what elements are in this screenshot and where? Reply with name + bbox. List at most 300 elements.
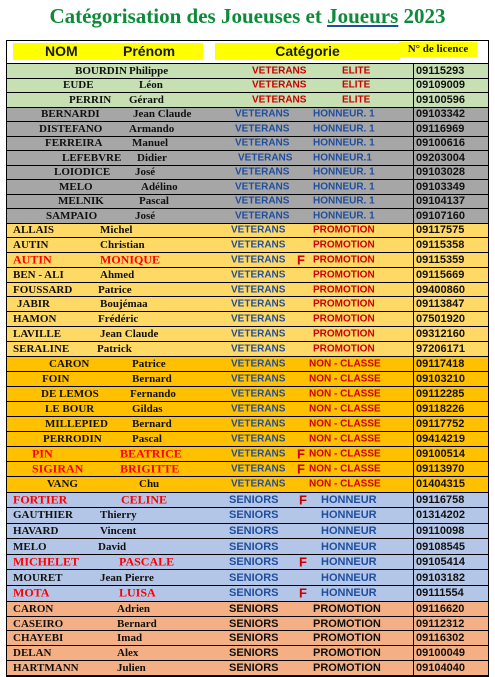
table-row [7, 312, 488, 327]
row-prenom: Jean Pierre [100, 571, 154, 584]
licence-column-divider [413, 602, 414, 616]
row-nom: MICHELET [13, 554, 80, 569]
row-prenom: Jean Claude [100, 327, 159, 340]
row-category-level: VETERANS [231, 239, 286, 251]
header-prenom: Prénom [123, 43, 176, 59]
table-row [7, 617, 488, 632]
row-category-division: PROMOTION [313, 239, 375, 251]
table-row [7, 387, 488, 402]
row-category-division: HONNEUR [321, 556, 377, 569]
row-prenom: Patrice [132, 357, 166, 370]
row-licence: 09100596 [416, 93, 465, 106]
row-category-level: SENIORS [229, 540, 279, 553]
table-row [7, 268, 488, 283]
row-licence: 09115293 [416, 64, 465, 77]
row-nom: AUTIN [13, 252, 52, 267]
row-category-division: HONNEUR. 1 [313, 108, 375, 120]
row-prenom: José [135, 166, 156, 179]
table-row [7, 570, 488, 586]
row-licence: 09116302 [416, 632, 465, 645]
licence-column-divider [413, 417, 414, 431]
table-row [7, 602, 488, 617]
row-nom: BERNARDI [41, 108, 100, 121]
licence-column-divider [413, 108, 414, 122]
categorisation-table [6, 40, 489, 677]
licence-column-divider [413, 166, 414, 180]
table-row [7, 327, 488, 342]
licence-column-divider [413, 137, 414, 151]
row-prenom: Léon [139, 79, 163, 92]
licence-column-divider [413, 93, 414, 107]
row-category-level: SENIORS [229, 647, 279, 660]
row-prenom: Gildas [132, 403, 163, 415]
row-category-division: HONNEUR [321, 493, 377, 506]
row-category-division: HONNEUR. 1 [313, 166, 375, 178]
row-nom: MILLEPIED [45, 418, 108, 431]
row-female-marker: F [299, 554, 307, 570]
row-female-marker: F [299, 585, 307, 601]
row-licence: 09400860 [416, 283, 465, 296]
row-prenom: Vincent [100, 525, 137, 537]
licence-column-divider [413, 283, 414, 297]
row-prenom: Michel [100, 224, 133, 237]
row-nom: PIN [32, 446, 53, 461]
row-licence: 09116758 [416, 493, 465, 506]
row-licence: 09203004 [416, 151, 465, 164]
title-underlined-word: Joueurs [327, 4, 399, 28]
page-title: Catégorisation des Joueuses et Joueurs 2023 [49, 4, 446, 28]
table-row [7, 447, 488, 462]
row-prenom: David [98, 540, 127, 553]
row-nom: SAMPAIO [46, 209, 98, 222]
row-prenom: Imad [117, 632, 143, 645]
row-category-division: PROMOTION [313, 298, 375, 310]
row-nom: PERRODIN [43, 433, 102, 446]
row-category-division: PROMOTION [313, 313, 375, 325]
row-licence: 97206171 [416, 342, 465, 355]
row-licence: 09112285 [416, 387, 465, 400]
licence-column-divider [413, 524, 414, 539]
row-category-level: VETERANS [235, 195, 290, 207]
row-prenom: Didier [137, 151, 167, 164]
row-licence: 09117418 [416, 357, 465, 370]
licence-column-divider [413, 555, 414, 570]
row-category-level: VETERANS [235, 166, 290, 178]
row-category-division: HONNEUR [321, 525, 377, 537]
row-category-division: HONNEUR [321, 571, 377, 584]
row-nom: HAVARD [13, 525, 59, 537]
row-nom: JABIR [17, 298, 51, 311]
row-licence: 09115359 [416, 253, 465, 266]
row-category-level: VETERANS [231, 478, 286, 490]
row-category-level: VETERANS [231, 298, 286, 310]
row-prenom: Julien [117, 662, 146, 675]
licence-column-divider [413, 253, 414, 267]
table-row [7, 539, 488, 555]
row-category-level: VETERANS [231, 403, 286, 415]
licence-column-divider [413, 224, 414, 238]
table-row [7, 297, 488, 312]
row-prenom: BRIGITTE [120, 461, 180, 476]
row-nom: FERREIRA [45, 137, 103, 150]
licence-column-divider [413, 342, 414, 356]
row-prenom: Ahmed [100, 268, 135, 281]
row-nom: LE BOUR [45, 403, 95, 415]
table-row [7, 79, 488, 94]
row-category-division: NON - CLASSE [309, 373, 381, 385]
row-licence: 09312160 [416, 327, 465, 340]
row-prenom: Bernard [117, 617, 157, 630]
table-row [7, 122, 488, 137]
row-prenom: Manuel [132, 137, 169, 150]
table-row [7, 555, 488, 571]
row-prenom: Jean Claude [133, 108, 192, 121]
row-licence: 09111554 [416, 587, 464, 600]
row-licence: 09103182 [416, 571, 465, 584]
row-category-level: VETERANS [231, 224, 286, 236]
row-prenom: Armando [129, 122, 175, 135]
row-nom: HAMON [13, 313, 57, 326]
table-row [7, 661, 488, 676]
row-category-division: HONNEUR. 1 [313, 137, 375, 149]
row-licence: 09109009 [416, 79, 465, 92]
row-nom: CARON [13, 602, 54, 615]
row-category-level: VETERANS [252, 65, 307, 77]
licence-column-divider [413, 64, 414, 78]
licence-column-divider [413, 268, 414, 282]
row-female-marker: F [299, 492, 307, 508]
row-category-division: PROMOTION [313, 662, 381, 675]
row-nom: FOIN [42, 372, 70, 385]
row-category-division: HONNEUR. 1 [313, 123, 375, 135]
row-nom: BOURDIN [75, 64, 127, 77]
row-category-level: VETERANS [231, 433, 286, 445]
table-row [7, 151, 488, 166]
row-prenom: BEATRICE [120, 446, 182, 461]
row-category-division: HONNEUR [321, 587, 377, 600]
row-licence: 09414219 [416, 433, 465, 446]
row-category-level: SENIORS [229, 617, 279, 630]
table-row [7, 180, 488, 195]
row-nom: LEFEBVRE [62, 151, 122, 164]
row-licence: 09104040 [416, 662, 465, 675]
table-row [7, 357, 488, 372]
licence-column-divider [413, 238, 414, 252]
row-category-level: SENIORS [229, 493, 279, 506]
row-prenom: PASCALE [119, 554, 175, 569]
table-row [7, 253, 488, 268]
row-licence: 09116620 [416, 602, 465, 615]
row-nom: FORTIER [13, 492, 68, 507]
row-category-division: PROMOTION [313, 328, 375, 340]
row-category-division: HONNEUR [321, 540, 377, 553]
row-category-level: SENIORS [229, 632, 279, 645]
licence-column-divider [413, 508, 414, 523]
row-licence: 09108545 [416, 540, 465, 553]
row-nom: EUDE [63, 79, 94, 92]
header-licence: N° de licence [399, 42, 477, 57]
row-category-level: SENIORS [229, 602, 279, 615]
row-category-level: VETERANS [235, 181, 290, 193]
licence-column-divider [413, 180, 414, 194]
row-category-division: NON - CLASSE [309, 433, 381, 445]
row-nom: GAUTHIER [13, 509, 73, 522]
row-licence: 09103028 [416, 166, 465, 179]
table-row [7, 493, 488, 509]
row-nom: MELO [13, 540, 47, 553]
row-category-level: VETERANS [231, 254, 286, 266]
row-licence: 01314202 [416, 509, 465, 522]
row-licence: 09112312 [416, 617, 465, 630]
table-row [7, 166, 488, 181]
table-row [7, 586, 488, 602]
row-nom: MELNIK [58, 195, 104, 208]
row-category-level: VETERANS [231, 313, 286, 325]
row-category-division: ELITE [342, 65, 371, 77]
table-row [7, 137, 488, 152]
licence-column-divider [413, 122, 414, 136]
row-nom: LAVILLE [13, 327, 62, 340]
row-prenom: Bernard [132, 372, 172, 385]
table-row [7, 508, 488, 524]
licence-column-divider [413, 539, 414, 554]
row-licence: 09117575 [416, 224, 465, 237]
row-licence: 09110098 [416, 525, 465, 537]
licence-column-divider [413, 617, 414, 631]
table-body [7, 64, 488, 676]
row-category-division: PROMOTION [313, 647, 381, 660]
row-category-level: SENIORS [229, 556, 279, 569]
row-prenom: José [135, 209, 156, 222]
row-category-level: VETERANS [235, 137, 290, 149]
row-licence: 09100616 [416, 137, 465, 150]
licence-column-divider [413, 151, 414, 165]
row-category-level: VETERANS [235, 108, 290, 120]
licence-column-divider [413, 79, 414, 93]
licence-column-divider [413, 327, 414, 341]
header-categorie: Catégorie [215, 43, 400, 60]
row-category-level: VETERANS [231, 343, 286, 355]
licence-column-divider [413, 432, 414, 446]
table-row [7, 462, 488, 477]
row-prenom: Adrien [117, 602, 150, 615]
licence-column-divider [413, 357, 414, 371]
row-licence: 09103342 [416, 108, 465, 121]
table-row [7, 93, 488, 108]
licence-column-divider [413, 586, 414, 601]
row-nom: HARTMANN [13, 662, 79, 675]
row-category-division: PROMOTION [313, 343, 375, 355]
row-category-level: VETERANS [231, 358, 286, 370]
row-prenom: CELINE [121, 492, 168, 507]
row-category-level: VETERANS [231, 269, 286, 281]
row-category-level: VETERANS [238, 152, 293, 164]
table-row [7, 402, 488, 417]
row-prenom: Thierry [100, 509, 137, 522]
table-row [7, 224, 488, 239]
row-nom: CARON [49, 357, 90, 370]
row-prenom: Adélino [141, 180, 178, 193]
row-nom: SERALINE [13, 342, 70, 355]
row-licence: 09113847 [416, 298, 465, 311]
row-nom: BEN - ALI [13, 268, 64, 281]
row-category-level: SENIORS [229, 662, 279, 675]
row-licence: 09116969 [416, 122, 465, 135]
row-category-level: SENIORS [229, 525, 279, 537]
licence-column-divider [413, 447, 414, 461]
table-row [7, 342, 488, 357]
row-category-division: PROMOTION [313, 224, 375, 236]
table-row [7, 108, 488, 123]
table-row [7, 524, 488, 540]
licence-column-divider [413, 493, 414, 508]
row-category-level: SENIORS [229, 587, 279, 600]
row-prenom: LUISA [119, 585, 156, 600]
row-nom: ALLAIS [13, 224, 54, 237]
row-female-marker: F [297, 252, 305, 268]
row-prenom: Boujémaa [100, 298, 148, 311]
row-category-division: HONNEUR [321, 509, 377, 522]
licence-column-divider [413, 631, 414, 645]
row-prenom: Frédéric [98, 313, 139, 326]
row-prenom: Bernard [132, 418, 172, 431]
row-category-division: PROMOTION [313, 602, 381, 615]
row-prenom: MONIQUE [100, 252, 160, 267]
row-category-level: VETERANS [231, 448, 286, 460]
row-category-division: PROMOTION [313, 617, 381, 630]
licence-column-divider [413, 209, 414, 223]
row-licence: 09113970 [416, 463, 465, 476]
row-licence: 09107160 [416, 209, 465, 222]
row-category-level: SENIORS [229, 509, 279, 522]
table-row [7, 432, 488, 447]
row-category-division: ELITE [342, 79, 371, 91]
row-nom: SIGIRAN [32, 461, 84, 476]
table-row [7, 209, 488, 224]
row-category-level: VETERANS [231, 373, 286, 385]
row-prenom: Gérard [129, 93, 164, 106]
row-category-division: NON - CLASSE [309, 478, 381, 490]
row-licence: 09115358 [416, 239, 465, 252]
row-prenom: Pascal [139, 195, 169, 208]
licence-column-divider [413, 387, 414, 401]
licence-column-divider [413, 477, 414, 491]
row-prenom: Philippe [129, 64, 169, 77]
row-category-level: SENIORS [229, 571, 279, 584]
row-licence: 01404315 [416, 478, 465, 491]
row-nom: PERRIN [69, 93, 112, 106]
row-licence: 09117752 [416, 418, 465, 431]
row-nom: CHAYEBI [13, 632, 64, 645]
header-nom: NOM [45, 43, 78, 59]
row-category-level: VETERANS [235, 210, 290, 222]
row-female-marker: F [297, 461, 305, 477]
row-category-division: NON - CLASSE [309, 403, 381, 415]
table-row [7, 646, 488, 661]
row-category-level: VETERANS [235, 123, 290, 135]
table-row [7, 64, 488, 79]
table-header [7, 41, 488, 64]
licence-column-divider [413, 570, 414, 585]
row-category-division: NON - CLASSE [309, 448, 381, 460]
header-nom-prenom-cell [13, 43, 203, 60]
row-prenom: Christian [100, 239, 145, 252]
row-licence: 09115669 [416, 268, 465, 281]
row-prenom: Fernando [130, 387, 176, 400]
table-row [7, 238, 488, 253]
row-category-division: PROMOTION [313, 284, 375, 296]
row-licence: 09118226 [416, 403, 465, 415]
table-row [7, 477, 488, 492]
row-nom: MOTA [13, 585, 50, 600]
licence-column-divider [413, 195, 414, 209]
row-category-level: VETERANS [231, 388, 286, 400]
row-category-level: VETERANS [231, 328, 286, 340]
row-category-division: HONNEUR.1 [313, 152, 372, 164]
row-nom: DE LEMOS [41, 387, 99, 400]
licence-column-divider [413, 297, 414, 311]
table-row [7, 631, 488, 646]
licence-column-divider [413, 462, 414, 476]
licence-column-divider [413, 372, 414, 386]
licence-column-divider [413, 646, 414, 660]
table-row [7, 283, 488, 298]
row-nom: FOUSSARD [13, 283, 73, 296]
row-category-division: PROMOTION [313, 269, 375, 281]
row-nom: DELAN [13, 647, 52, 660]
row-nom: AUTIN [13, 239, 49, 252]
row-category-division: NON - CLASSE [309, 418, 381, 430]
row-category-division: NON - CLASSE [309, 388, 381, 400]
row-prenom: Alex [117, 647, 139, 660]
row-category-level: VETERANS [252, 94, 307, 106]
row-prenom: Chu [139, 478, 160, 491]
row-licence: 09103349 [416, 180, 465, 193]
row-nom: LOIODICE [54, 166, 111, 179]
row-prenom: Patrice [98, 283, 132, 296]
row-category-division: ELITE [342, 94, 371, 106]
row-licence: 07501920 [416, 313, 465, 326]
row-licence: 09104137 [416, 195, 465, 208]
row-category-division: PROMOTION [313, 632, 381, 645]
row-licence: 09105414 [416, 556, 465, 569]
table-row [7, 372, 488, 387]
row-nom: DISTEFANO [39, 122, 103, 135]
row-category-division: HONNEUR. 1 [313, 210, 375, 222]
row-category-division: HONNEUR. 1 [313, 181, 375, 193]
row-category-level: VETERANS [231, 418, 286, 430]
row-category-division: NON - CLASSE [309, 358, 381, 370]
row-licence: 09103210 [416, 372, 465, 385]
row-category-division: PROMOTION [313, 254, 375, 266]
row-licence: 09100514 [416, 448, 465, 461]
table-row [7, 195, 488, 210]
licence-column-divider [413, 312, 414, 326]
licence-column-divider [413, 661, 414, 675]
row-nom: CASEIRO [13, 617, 64, 630]
row-female-marker: F [297, 446, 305, 462]
table-row [7, 417, 488, 432]
row-category-division: HONNEUR. 1 [313, 195, 375, 207]
row-licence: 09100049 [416, 647, 465, 660]
row-prenom: Pascal [132, 433, 162, 446]
row-prenom: Patrick [97, 342, 132, 355]
row-nom: MELO [59, 180, 93, 193]
row-nom: VANG [47, 478, 78, 491]
row-category-level: VETERANS [231, 463, 286, 475]
row-category-division: NON - CLASSE [309, 463, 381, 475]
row-category-level: VETERANS [252, 79, 307, 91]
